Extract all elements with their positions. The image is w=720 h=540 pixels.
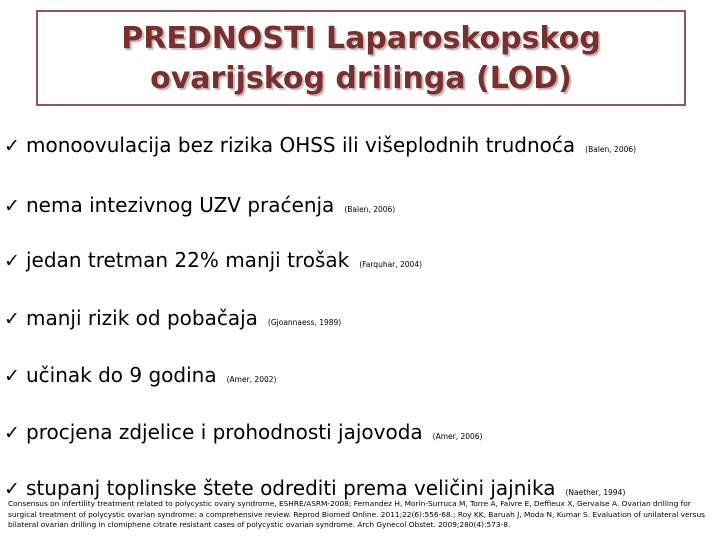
slide-title-line-2: ovarijskog drilinga (LOD)	[150, 61, 572, 96]
slide-title-line-1: PREDNOSTI Laparoskopskog	[121, 21, 601, 56]
bullet-citation: (Farquhar, 2004)	[359, 260, 423, 269]
checkmark-icon: ✓	[4, 308, 20, 330]
bullet-text: nema intezivnog UZV praćenja	[26, 193, 335, 217]
bullet-citation: (Naether, 1994)	[565, 488, 626, 497]
bullet-item	[4, 306, 341, 330]
bullet-text: učinak do 9 godina	[26, 363, 217, 387]
bullet-citation: (Amer, 2006)	[432, 432, 483, 441]
bullet-item	[4, 476, 625, 500]
bullet-item	[4, 133, 636, 157]
checkmark-icon: ✓	[4, 135, 20, 157]
checkmark-icon: ✓	[4, 250, 20, 272]
bullet-citation: (Balen, 2006)	[585, 145, 637, 154]
references-footer: Consensus on infertility treatment related to polycystic ovary syndrome, ESHRE/ASRM-2008; Fernandez H, Morin-Surruca M, Torre A, Faivre E, Deffieux X, Gervaise A. Ovarian drilling for surgical treatment of polycystic ovarian syndrome: a comprehensive review. Reprod Biomed Online. 2011;22(6):556-68.; Roy KK, Baruah J, Moda N, Kumar S. Evaluation of unilateral versus bilateral ovarian drilling in clomiphene citrate resistant cases of polycystic ovarian syndrome. Arch Gynecol Obstet. 2009;280(4):573-8.	[8, 499, 705, 529]
title-box	[36, 10, 686, 106]
bullet-citation: (Gjoannaess, 1989)	[267, 318, 342, 327]
bullet-text: monoovulacija bez rizika OHSS ili višeplodnih trudnoća	[26, 133, 576, 157]
bullet-text: stupanj toplinske štete odrediti prema veličini jajnika	[26, 476, 556, 500]
bullet-item	[4, 420, 482, 444]
bullet-citation: (Balen, 2006)	[344, 205, 396, 214]
checkmark-icon: ✓	[4, 195, 20, 217]
checkmark-icon: ✓	[4, 365, 20, 387]
bullet-item	[4, 193, 395, 217]
checkmark-icon: ✓	[4, 422, 20, 444]
bullet-text: jedan tretman 22% manji trošak	[26, 248, 350, 272]
checkmark-icon: ✓	[4, 478, 20, 500]
bullet-item	[4, 248, 422, 272]
bullet-text: manji rizik od pobačaja	[26, 306, 258, 330]
bullet-item	[4, 363, 276, 387]
bullet-text: procjena zdjelice i prohodnosti jajovoda	[26, 420, 423, 444]
bullet-citation: (Amer, 2002)	[226, 375, 277, 384]
